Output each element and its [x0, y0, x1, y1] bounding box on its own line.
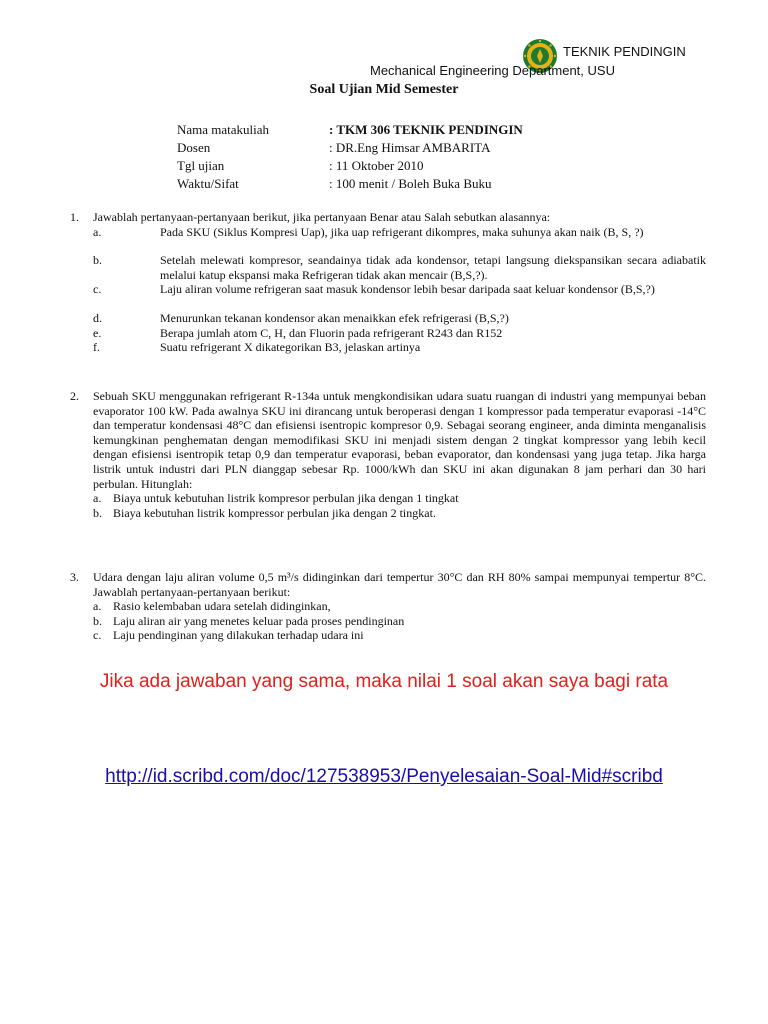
item-label: e. [93, 325, 102, 340]
scribd-link[interactable]: http://id.scribd.com/doc/127538953/Penyelesaian-Soal-Mid#scribd [105, 766, 663, 787]
info-value: : 100 menit / Boleh Buka Buku [329, 176, 492, 191]
item-label: b. [93, 253, 102, 268]
notice-text: Jika ada jawaban yang sama, maka nilai 1 soal akan saya bagi rata [99, 671, 669, 692]
item-label: c. [93, 282, 102, 297]
list-item [93, 506, 706, 521]
item-label: d. [93, 310, 102, 325]
item-label: f. [93, 340, 100, 355]
list-item [93, 311, 706, 326]
item-label: a. [93, 491, 102, 506]
item-text: Rasio kelembaban udara setelah didinginkan, [113, 599, 331, 614]
item-label: b. [93, 505, 102, 520]
info-row-duration [177, 176, 523, 194]
item-text: Laju aliran air yang menetes keluar pada proses pendinginan [113, 613, 405, 628]
list-item [93, 340, 706, 355]
item-text: Pada SKU (Siklus Kompresi Uap), jika uap refrigerant dikompres, maka suhunya akan naik (B, S, ?) [160, 224, 644, 239]
department-subtitle: Mechanical Engineering Department, USU [370, 63, 615, 78]
info-row-date [177, 158, 523, 176]
question-number: 3. [70, 570, 79, 584]
question-3 [70, 570, 706, 643]
item-text: Suatu refrigerant X dikategorikan B3, jelaskan artinya [160, 340, 421, 355]
list-item [93, 628, 706, 643]
info-row-course [177, 122, 523, 140]
item-label: a. [93, 599, 102, 614]
item-label: a. [93, 224, 102, 239]
item-label: b. [93, 613, 102, 628]
item-text: Berapa jumlah atom C, H, dan Fluorin pada refrigerant R243 dan R152 [160, 325, 503, 340]
info-value: : TKM 306 TEKNIK PENDINGIN [329, 122, 523, 137]
info-value: : DR.Eng Himsar AMBARITA [329, 140, 491, 155]
item-text: Laju pendinginan yang dilakukan terhadap udara ini [113, 628, 364, 643]
list-item [93, 614, 706, 629]
info-value: : 11 Oktober 2010 [329, 158, 424, 173]
question-number: 1. [70, 210, 79, 224]
question-text: Jawablah pertanyaan-pertanyaan berikut, jika pertanyaan Benar atau Salah sebutkan alasannya: [93, 210, 551, 224]
question-text: Sebuah SKU menggunakan refrigerant R-134a untuk mengkondisikan udara suatu ruangan di industri yang mempunyai beban evaporator 100 kW. Pada awalnya SKU ini dirancang untuk beroperasi dengan 1 kompressor pada temperatur evaporasi -14°C dan temperatur kondensasi 48°C dan efisiensi isentropic kompresor 0,9. Sebagai seorang engineer, anda diminta menganalisis kemungkinan penghematan dengan memodifikasi SKU ini menjadi sistem dengan 2 tingkat kompressor yang lebih kecil dengan efisiensi isentropik tetap 0,9 dan temperatur evaporasi, beban evaporator, dan kondensasi yang juga tetap. Jika harga listrik untuk industri dari PLN dianggap sebesar Rp. 1000/kWh dan SKU ini akan digunakan 8 jam perhari dan 30 hari perbulan. Hitunglah: [93, 389, 706, 491]
item-label: c. [93, 628, 102, 643]
question-2 [70, 389, 706, 520]
question-text: Udara dengan laju aliran volume 0,5 m³/s didinginkan dari tempertur 30°C dan RH 80% sampai mempunyai tempertur 8°C. Jawablah pertanyaan-pertanyaan berikut: [93, 570, 706, 599]
list-item [93, 282, 706, 297]
info-row-lecturer [177, 140, 523, 158]
item-text: Menurunkan tekanan kondensor akan menaikkan efek refrigerasi (B,S,?) [160, 310, 509, 325]
department-name: TEKNIK PENDINGIN [563, 44, 686, 59]
item-text: Setelah melewati kompresor, seandainya tidak ada kondensor, tetapi langsung diekspansikan secara adiabatik melalui katup ekspansi maka Refrigeran tidak akan mencair (B,S,?). [160, 253, 706, 282]
item-text: Biaya kebutuhan listrik kompressor perbulan jika dengan 2 tingkat. [113, 505, 436, 520]
item-text: Laju aliran volume refrigeran saat masuk kondensor lebih besar daripada saat keluar kondensor (B,S,?) [160, 282, 655, 297]
list-item [93, 326, 706, 341]
exam-info-table [177, 122, 523, 194]
question-number: 2. [70, 389, 79, 403]
question-1 [70, 210, 706, 355]
list-item [93, 491, 706, 506]
info-label: Nama matakuliah [177, 122, 270, 137]
info-label: Tgl ujian [177, 158, 225, 173]
info-label: Dosen [177, 140, 211, 155]
list-item [93, 253, 706, 282]
item-text: Biaya untuk kebutuhan listrik kompresor perbulan jika dengan 1 tingkat [113, 491, 459, 506]
list-item [93, 599, 706, 614]
exam-title: Soal Ujian Mid Semester [309, 82, 459, 97]
info-label: Waktu/Sifat [177, 176, 239, 191]
list-item [93, 225, 706, 240]
